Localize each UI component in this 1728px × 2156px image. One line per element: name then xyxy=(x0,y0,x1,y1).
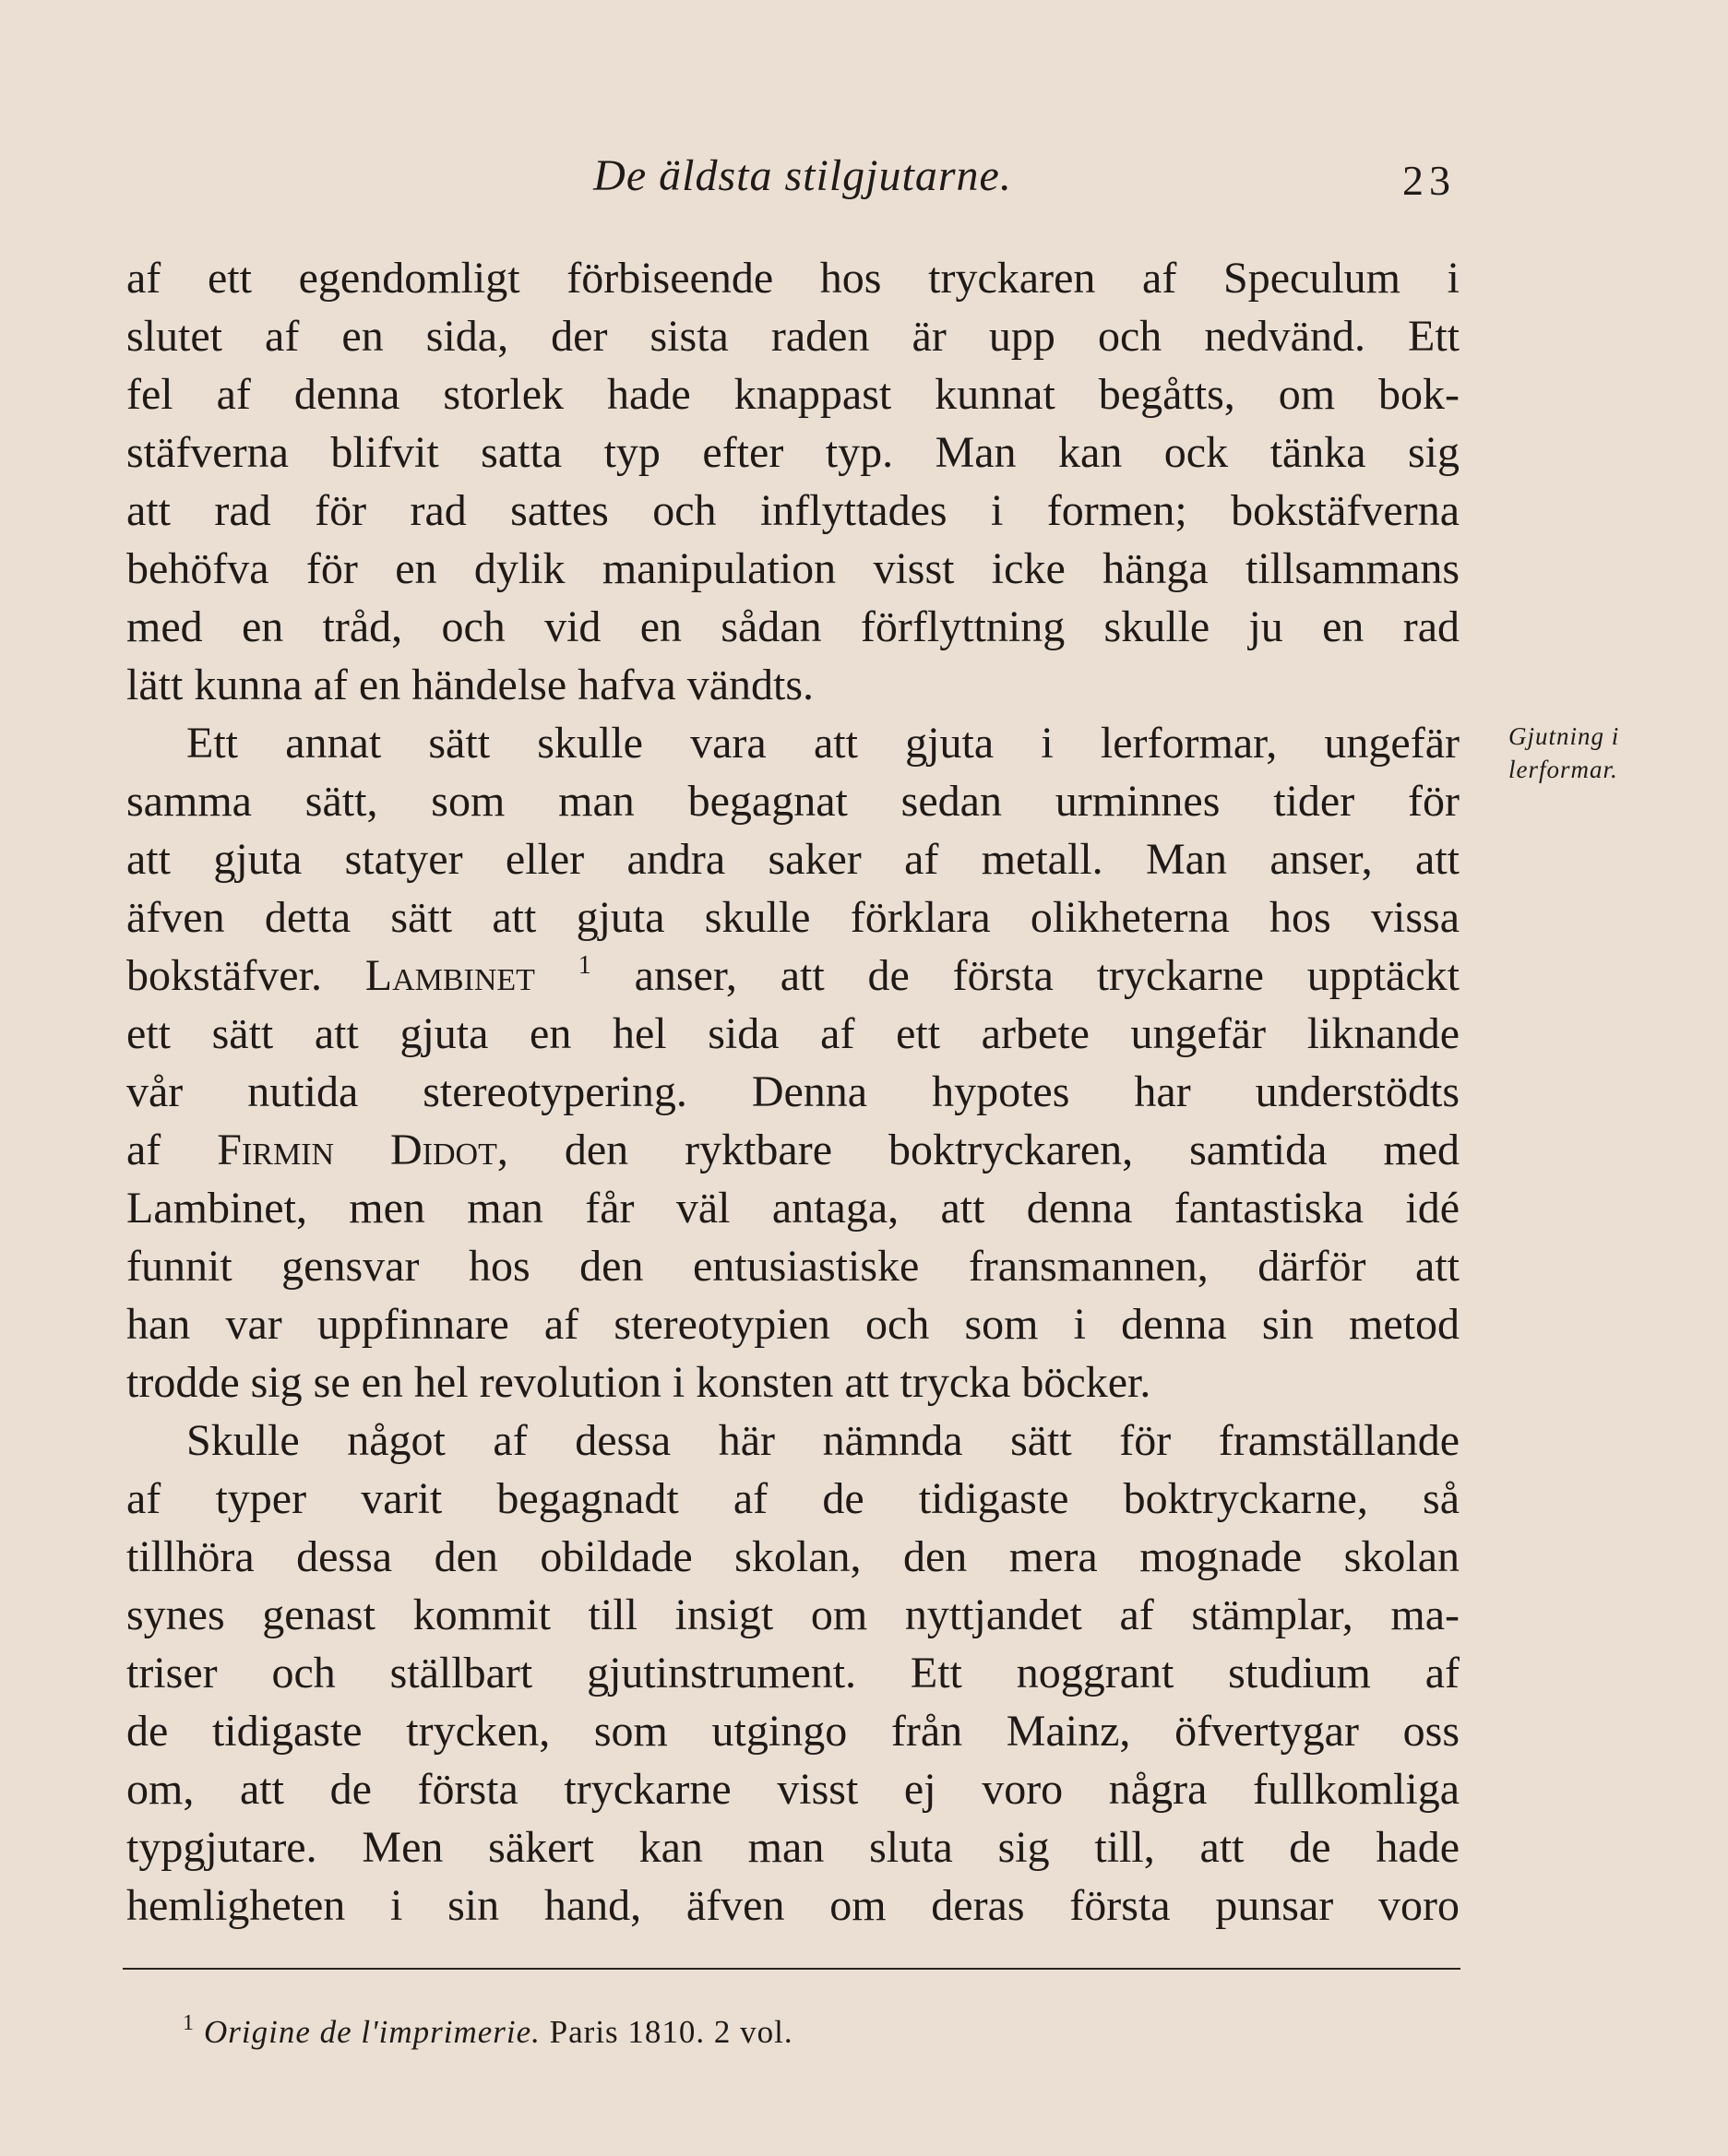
text-line: behöfva för en dylik manipulation visst icke hänga tillsammans xyxy=(126,544,1460,593)
text-line: slutet af en sida, der sista raden är upp och nedvänd. Ett xyxy=(126,312,1460,361)
footnote-mark: 1 xyxy=(183,2011,195,2035)
text-line: stäfverna blifvit satta typ efter typ. Man kan ock tänka sig xyxy=(126,428,1460,477)
text-line: hemligheten i sin hand, äfven om deras första punsar voro xyxy=(126,1881,1460,1930)
author-name-didot: Firmin Didot xyxy=(217,1126,497,1174)
text-line: triser och ställbart gjutinstrument. Ett noggrant studium af xyxy=(126,1649,1460,1697)
text-line-didot xyxy=(126,1121,1460,1179)
page-header xyxy=(0,143,1728,208)
footnote-title: Origine de l'imprimerie. xyxy=(204,2014,541,2050)
body-text xyxy=(126,249,1460,1935)
text-line: fel af denna storlek hade knappast kunnat begåtts, om bok- xyxy=(126,370,1460,419)
text-line: med en tråd, och vid en sådan förflyttning skulle ju en rad xyxy=(126,602,1460,651)
text-segment: bokstäfver. xyxy=(126,951,365,1000)
text-line: synes genast kommit till insigt om nyttjandet af stämplar, ma- xyxy=(126,1590,1460,1639)
text-line: af ett egendomligt förbiseende hos tryckaren af Speculum i xyxy=(126,254,1460,303)
text-line: Skulle något af dessa här nämnda sätt för framställande xyxy=(186,1416,1460,1465)
text-line: Lambinet, men man får väl antaga, att denna fantastiska idé xyxy=(126,1184,1460,1233)
text-line: de tidigaste trycken, som utgingo från Mainz, öfvertygar oss xyxy=(126,1707,1460,1756)
text-line: tillhöra dessa den obildade skolan, den mera mognade skolan xyxy=(126,1532,1460,1581)
running-title: De äldsta stilgjutarne. xyxy=(593,151,1012,200)
text-line: han var uppfinnare af stereotypien och som i denna sin metod xyxy=(126,1300,1460,1349)
text-line: lätt kunna af en händelse hafva vändts. xyxy=(126,661,815,709)
text-line: samma sätt, som man begagnat sedan urminnes tider för xyxy=(126,777,1460,826)
text-line: trodde sig se en hel revolution i konsten att trycka böcker. xyxy=(126,1358,1151,1407)
text-segment: af xyxy=(126,1126,218,1174)
margin-note-line: lerformar. xyxy=(1508,756,1618,783)
text-line-lambinet xyxy=(126,947,1460,1005)
text-line: af typer varit begagnadt af de tidigaste boktryckarne, så xyxy=(126,1474,1460,1523)
page-number: 23 xyxy=(1402,157,1456,204)
text-segment: anser, att de första tryckarne upptäckt xyxy=(590,951,1460,1000)
footnote-divider xyxy=(123,1968,1460,1970)
margin-note-line: Gjutning i xyxy=(1508,722,1620,750)
text-line: typgjutare. Men säkert kan man sluta sig till, att de hade xyxy=(126,1823,1460,1872)
text-line: att gjuta statyer eller andra saker af metall. Man anser, att xyxy=(126,835,1460,884)
text-line: att rad för rad sattes och inflyttades i formen; bokstäfverna xyxy=(126,486,1460,535)
author-name-lambinet: Lambinet xyxy=(364,951,535,1000)
margin-note xyxy=(1508,720,1619,786)
footnote-reference: 1 xyxy=(578,951,591,980)
text-line: funnit gensvar hos den entusiastiske fransmannen, därför att xyxy=(126,1242,1460,1291)
footnote-text: Paris 1810. 2 vol. xyxy=(549,2014,793,2050)
text-segment: , den ryktbare boktryckaren, samtida med xyxy=(496,1126,1460,1174)
text-line: vår nutida stereotypering. Denna hypotes har understödts xyxy=(126,1067,1460,1116)
text-line: om, att de första tryckarne visst ej voro några fullkomliga xyxy=(126,1765,1460,1814)
text-line: Ett annat sätt skulle vara att gjuta i lerformar, ungefär xyxy=(186,719,1460,768)
text-line: ett sätt att gjuta en hel sida af ett arbete ungefär liknande xyxy=(126,1009,1460,1058)
footnote xyxy=(183,2011,793,2051)
text-line: äfven detta sätt att gjuta skulle förklara olikheterna hos vissa xyxy=(126,893,1460,942)
